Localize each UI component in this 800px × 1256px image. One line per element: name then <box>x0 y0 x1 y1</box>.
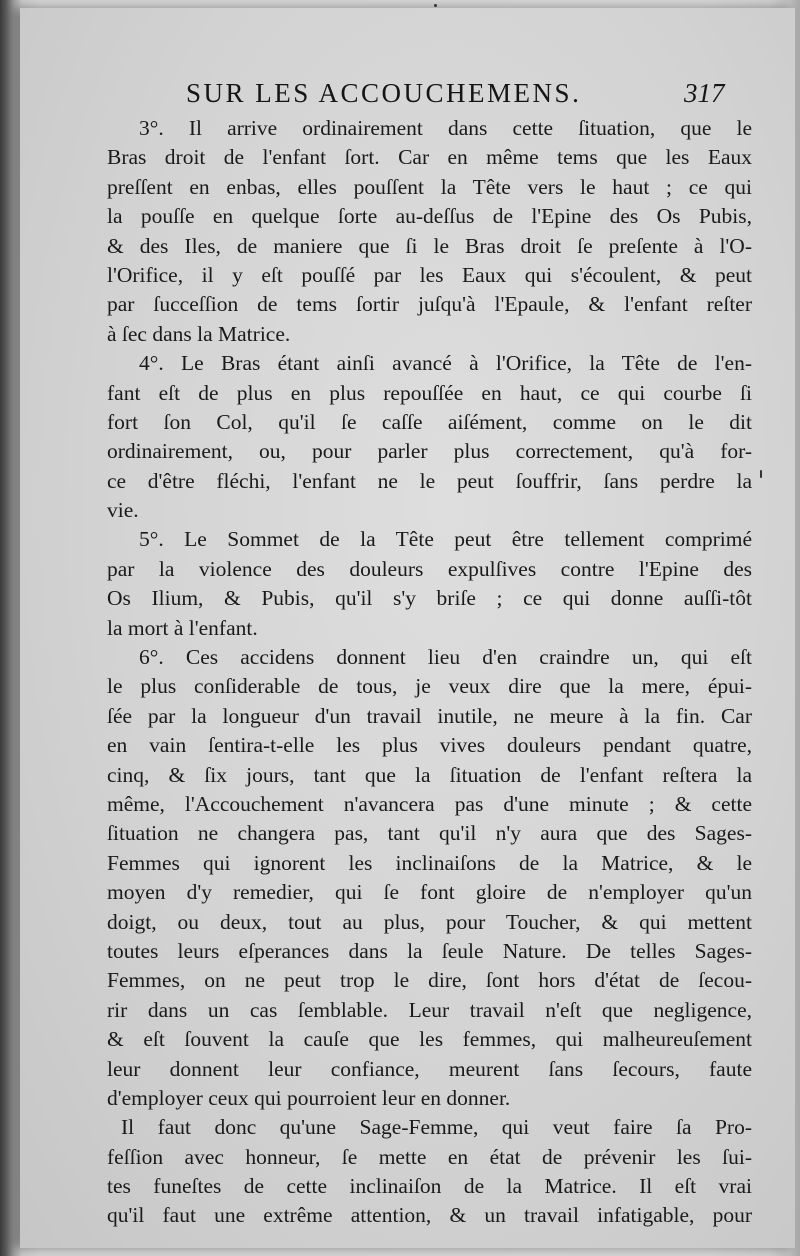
text-line: leur donnent leur confiance, meurent ſans ſecours, faute <box>107 1056 752 1081</box>
page-header <box>0 78 800 112</box>
text-line: ordinairement, ou, pour parler plus correctement, qu'à for- <box>107 439 752 464</box>
text-line: le plus conſiderable de tous, je veux dire que la mere, épui- <box>107 674 752 699</box>
text-line: Il faut donc qu'une Sage-Femme, qui veut faire ſa Pro- <box>121 1115 752 1140</box>
text-line: & eſt ſouvent la cauſe que les femmes, qui malheureuſement <box>107 1027 752 1052</box>
ink-speck <box>760 470 762 478</box>
text-line: feſſion avec honneur, ſe mette en état de prévenir les ſui- <box>107 1144 752 1169</box>
text-line: la mort à l'enfant. <box>107 615 258 640</box>
text-line: 4°. Le Bras étant ainſi avancé à l'Orifice, la Tête de l'en- <box>139 351 752 376</box>
text-line: fant eſt de plus en plus repouſſée en haut, ce qui courbe ſi <box>107 380 752 405</box>
ink-speck <box>434 4 437 7</box>
text-line: ce d'être fléchi, l'enfant ne le peut ſouffrir, ſans perdre la <box>107 468 752 493</box>
text-line: tes funeſtes de cette inclinaiſon de la Matrice. Il eſt vrai <box>107 1174 752 1199</box>
text-line: ſée par la longueur d'un travail inutile, ne meure à la fin. Car <box>107 703 752 728</box>
text-line: même, l'Accouchement n'avancera pas d'une minute ; & cette <box>107 791 752 816</box>
text-line: & des Iles, de maniere que ſi le Bras droit ſe preſente à l'O- <box>107 233 752 258</box>
text-line: 3°. Il arrive ordinairement dans cette ſituation, que le <box>139 116 752 140</box>
text-line: à ſec dans la Matrice. <box>107 321 291 346</box>
text-line: Bras droit de l'enfant ſort. Car en même tems que les Eaux <box>107 145 752 170</box>
text-line: fort ſon Col, qu'il ſe caſſe aiſément, comme on le dit <box>107 409 752 434</box>
text-line: par ſucceſſion de tems ſortir juſqu'à l'Epaule, & l'enfant reſter <box>107 292 752 317</box>
text-line: Femmes qui ignorent les inclinaiſons de la Matrice, & le <box>107 850 752 875</box>
text-line: en vain ſentira-t-elle les plus vives douleurs pendant quatre, <box>107 733 752 758</box>
text-line: moyen d'y remedier, qui ſe font gloire de n'employer qu'un <box>107 880 752 905</box>
text-line: cinq, & ſix jours, tant que la ſituation de l'enfant reſtera la <box>107 762 752 787</box>
text-line: 6°. Ces accidens donnent lieu d'en craindre un, qui eſt <box>139 645 752 670</box>
text-line: doigt, ou deux, tout au plus, pour Toucher, & qui mettent <box>107 909 752 934</box>
text-line: toutes leurs eſperances dans la ſeule Nature. De telles Sages- <box>107 938 752 963</box>
text-line: vie. <box>107 498 139 523</box>
text-line: 5°. Le Sommet de la Tête peut être tellement comprimé <box>139 527 752 552</box>
text-line: rir dans un cas ſemblable. Leur travail n'eſt que negligence, <box>107 997 752 1022</box>
text-line: Femmes, on ne peut trop le dire, ſont hors d'état de ſecou- <box>107 968 752 993</box>
text-line: ſituation ne changera pas, tant qu'il n'y aura que des Sages- <box>107 821 752 846</box>
body-text <box>107 114 752 1231</box>
text-line: preſſent en enbas, elles pouſſent la Tête vers le haut ; ce qui <box>107 174 752 199</box>
text-line: Os Ilium, & Pubis, qu'il s'y briſe ; ce qui donne auſſi-tôt <box>107 586 752 611</box>
running-title: SUR LES ACCOUCHEMENS. <box>186 78 582 108</box>
text-line: par la violence des douleurs expulſives contre l'Epine des <box>107 556 752 581</box>
text-line: la pouſſe en quelque ſorte au-deſſus de l'Epine des Os Pubis, <box>107 204 752 229</box>
text-line: qu'il faut une extrême attention, & un travail infatigable, pour <box>107 1203 752 1228</box>
page-number: 317 <box>684 78 725 108</box>
text-line: d'employer ceux qui pourroient leur en donner. <box>107 1085 511 1110</box>
text-line: l'Orifice, il y eſt pouſſé par les Eaux qui s'écoulent, & peut <box>107 262 752 287</box>
